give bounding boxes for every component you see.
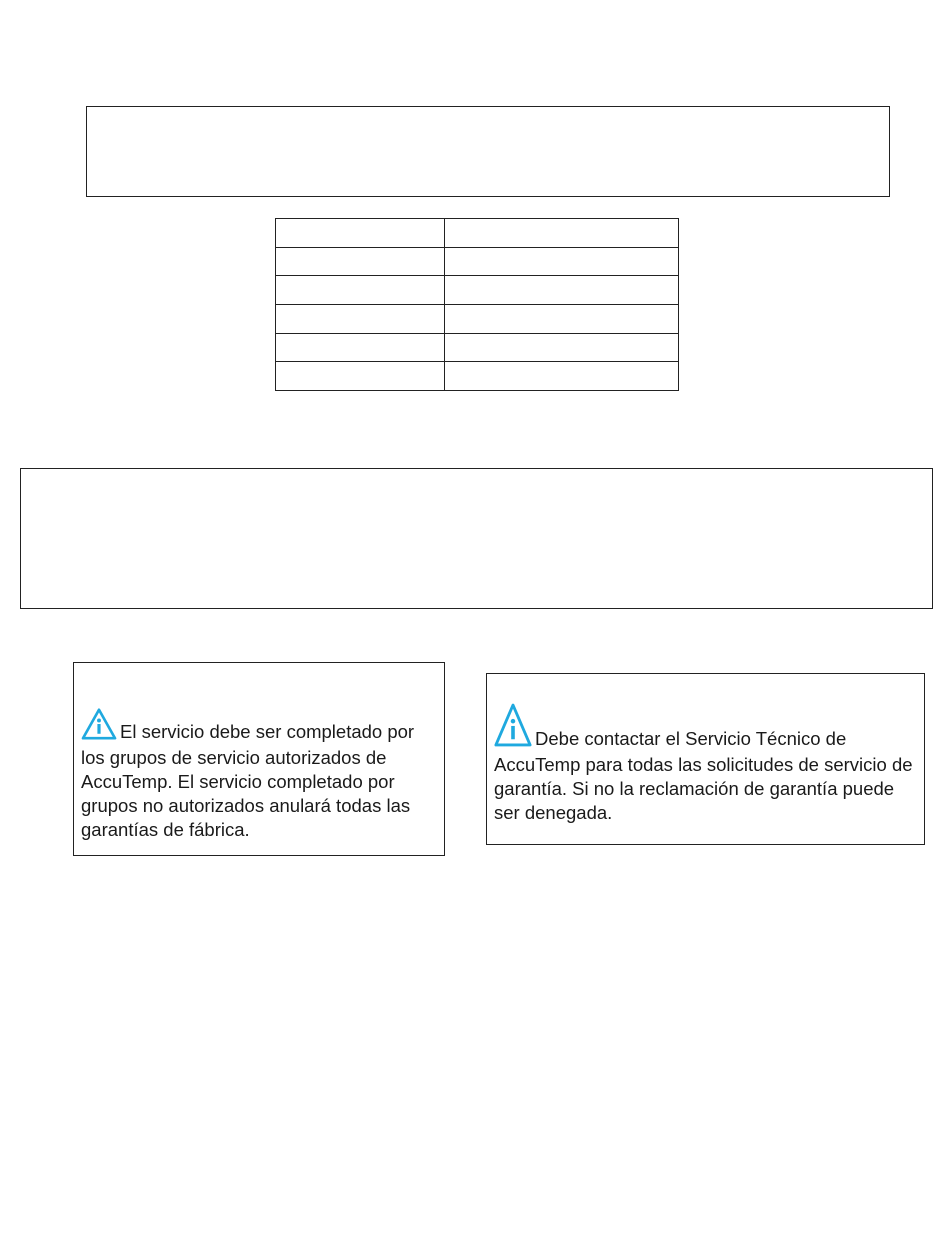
warning-info-icon bbox=[494, 703, 532, 753]
table-cell bbox=[445, 247, 679, 276]
table-cell bbox=[445, 304, 679, 333]
table-cell bbox=[445, 362, 679, 391]
table-cell bbox=[276, 362, 445, 391]
info-table bbox=[275, 218, 679, 391]
table-row bbox=[276, 362, 679, 391]
table-cell bbox=[445, 333, 679, 362]
table-cell bbox=[276, 247, 445, 276]
authorized-service-notice bbox=[73, 662, 445, 856]
warning-info-icon bbox=[81, 708, 117, 746]
table-cell bbox=[276, 276, 445, 305]
table-cell bbox=[276, 219, 445, 248]
table-row bbox=[276, 276, 679, 305]
table-cell bbox=[276, 333, 445, 362]
middle-empty-box bbox=[20, 468, 933, 609]
authorized-service-text: El servicio debe ser completado por los grupos de servicio autorizados de AccuTemp. El servicio completado por grupos no autorizados anulará todas las garantías de fábrica. bbox=[81, 721, 415, 840]
warranty-service-text: Debe contactar el Servicio Técnico de AccuTemp para todas las solicitudes de servicio de garantía. Si no la reclamación de garantía puede ser denegada. bbox=[494, 728, 913, 823]
top-empty-box bbox=[86, 106, 890, 197]
table-row bbox=[276, 304, 679, 333]
warranty-service-notice bbox=[486, 673, 925, 845]
table-row bbox=[276, 219, 679, 248]
table-cell bbox=[276, 304, 445, 333]
table-cell bbox=[445, 219, 679, 248]
table-row bbox=[276, 247, 679, 276]
table-row bbox=[276, 333, 679, 362]
table-cell bbox=[445, 276, 679, 305]
